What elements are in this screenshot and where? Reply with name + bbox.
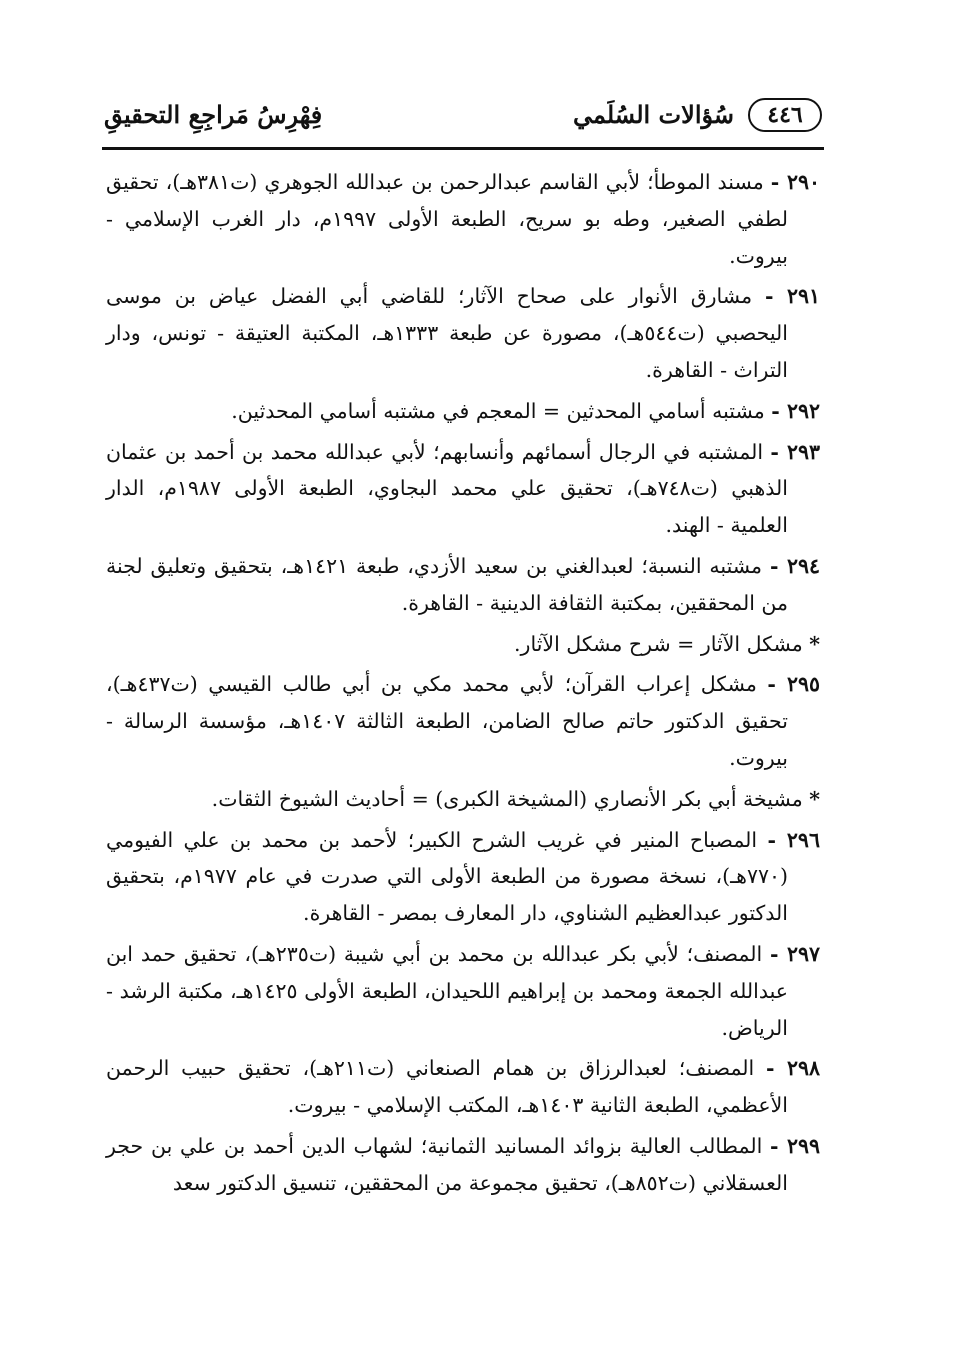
reference-entry — [106, 666, 820, 776]
entry-number: ٢٩٤ - — [769, 553, 820, 578]
header-divider — [102, 147, 824, 150]
reference-entry — [106, 548, 820, 622]
entry-text: مشتبه أسامي المحدثين = المعجم في مشتبه أسامي المحدثين. — [231, 398, 765, 423]
references-list — [106, 164, 820, 1206]
book-title: سُؤالات السُلَمي — [572, 100, 734, 129]
reference-entry — [106, 1128, 820, 1202]
note-text: مشكل الآثار = شرح مشكل الآثار. — [514, 631, 803, 656]
entry-number: ٢٩٧ - — [769, 941, 820, 966]
entry-text: المصباح المنير في غريب الشرح الكبير؛ لأحمد بن محمد بن علي الفيومي (٧٧٠هـ)، نسخة مصورة من الطبعة الأولى التي صدرت في عام ١٩٧٧م، بتحقيق الدكتور عبدالعظيم الشناوي، دار المعارف بمصر - القاهرة. — [106, 827, 789, 926]
reference-entry — [106, 278, 820, 388]
star-marker: * — [809, 786, 820, 811]
page-number: ٤٤٦ — [748, 98, 822, 132]
entry-number: ٢٩٣ - — [770, 439, 820, 464]
entry-text: المصنف؛ لأبي بكر عبدالله بن محمد بن أبي شيبة (ت٢٣٥هـ)، تحقيق حمد ابن عبدالله الجمعة ومحمد بن إبراهيم اللحيدان، الطبعة الأولى ١٤٢٥هـ، مكتبة الرشد - الرياض. — [106, 941, 788, 1040]
entry-number: ٢٩٨ - — [766, 1056, 820, 1081]
entry-text: مشتبه النسبة؛ لعبدالغني بن سعيد الأزدي، طبعة ١٤٢١هـ، بتحقيق وتعليق لجنة من المحققين، بمكتبة الثقافة الدينية - القاهرة. — [106, 553, 788, 615]
entry-text: مسند الموطأ؛ لأبي القاسم عبدالرحمن بن عبدالله الجوهري (ت٣٨١هـ)، تحقيق لطفي الصغير، وطه بو سريح، الطبعة الأولى ١٩٩٧م، دار الغرب الإسلامي - بيروت. — [106, 170, 788, 268]
reference-entry — [106, 1050, 820, 1124]
reference-entry — [106, 936, 820, 1046]
note-text: مشيخة أبي بكر الأنصاري (المشيخة الكبرى) = أحاديث الشيوخ الثقات. — [211, 786, 803, 811]
entry-text: المصنف؛ لعبدالرزاق بن همام الصنعاني (ت٢١١هـ)، تحقيق حبيب الرحمن الأعظمي، الطبعة الثانية ١٤٠٣هـ، المكتب الإسلامي - بيروت. — [106, 1056, 788, 1118]
entry-number: ٢٩١ - — [764, 284, 820, 309]
reference-entry — [106, 164, 820, 274]
running-header — [104, 96, 822, 142]
reference-entry — [106, 393, 820, 430]
entry-text: مشارق الأنوار على صحاح الآثار؛ للقاضي أبي الفضل عياض بن موسى اليحصبي (ت٥٤٤هـ)، مصورة عن طبعة ١٣٣٣هـ، المكتبة العتيقة - تونس، ودار التراث - القاهرة. — [106, 284, 788, 382]
entry-number: ٢٩٢ - — [771, 398, 820, 423]
section-title: فِهْرِسُ مَراجِعِ التحقيقِ — [104, 100, 323, 129]
cross-reference-note — [106, 781, 820, 818]
entry-number: ٢٩٥ - — [767, 672, 820, 697]
entry-number: ٢٩٠ - — [770, 170, 820, 194]
cross-reference-note — [106, 626, 820, 663]
entry-text: مشكل إعراب القرآن؛ لأبي محمد مكي بن أبي طالب القيسي (ت٤٣٧هـ)، تحقيق الدكتور حاتم صالح الضامن، الطبعة الثالثة ١٤٠٧هـ، مؤسسة الرسالة - بيروت. — [106, 672, 788, 770]
star-marker: * — [809, 631, 820, 656]
reference-entry — [106, 822, 820, 932]
entry-text: المطالب العالية بزوائد المسانيد الثمانية؛ لشهاب الدين أحمد بن علي بن حجر العسقلاني (ت٨٥٢هـ)، تحقيق مجموعة من المحققين، تنسيق الدكتور سعد — [106, 1133, 788, 1195]
entry-number: ٢٩٩ - — [770, 1133, 820, 1158]
entry-text: المشتبه في الرجال أسمائهم وأنسابهم؛ لأبي عبدالله محمد بن أحمد بن عثمان الذهبي (ت٧٤٨هـ)، تحقيق علي محمد البجاوي، الطبعة الأولى ١٩٨٧م، الدار العلمية - الهند. — [106, 439, 788, 538]
reference-entry — [106, 434, 820, 544]
entry-number: ٢٩٦ - — [767, 827, 820, 852]
